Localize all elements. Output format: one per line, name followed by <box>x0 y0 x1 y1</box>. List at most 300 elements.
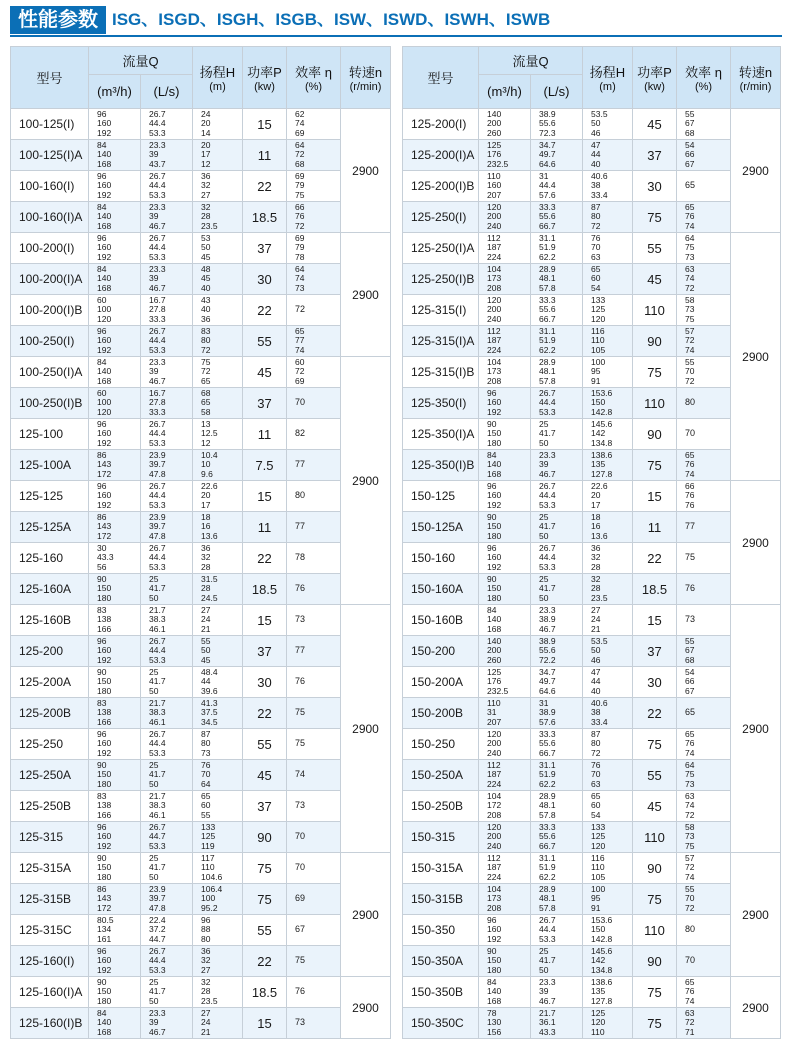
flow-ls-cell: 23.3 39 46.7 <box>141 357 193 388</box>
flow-m3h-cell: 96 160 192 <box>89 636 141 667</box>
efficiency-cell: 82 <box>287 419 341 450</box>
head-cell: 31.5 28 24.5 <box>193 574 243 605</box>
model-cell: 125-250B <box>11 791 89 822</box>
power-cell: 75 <box>633 450 677 481</box>
power-cell: 55 <box>633 233 677 264</box>
efficiency-cell: 67 <box>287 915 341 946</box>
power-cell: 110 <box>633 915 677 946</box>
flow-m3h-cell: 84 140 168 <box>89 264 141 295</box>
flow-ls-cell: 16.7 27.8 33.3 <box>141 388 193 419</box>
table-row <box>403 605 781 636</box>
flow-m3h-cell: 90 150 180 <box>89 853 141 884</box>
speed-cell: 2900 <box>731 853 781 977</box>
model-cell: 100-250(I) <box>11 326 89 357</box>
model-cell: 150-315A <box>403 853 479 884</box>
power-cell: 90 <box>633 853 677 884</box>
header-power: 功率P (kw) <box>633 47 677 109</box>
header-efficiency: 效率 η (%) <box>287 47 341 109</box>
flow-m3h-cell: 125 176 232.5 <box>479 667 531 698</box>
table-row <box>11 1008 391 1039</box>
model-cell: 125-160(I) <box>11 946 89 977</box>
efficiency-cell: 74 <box>287 760 341 791</box>
model-cell: 100-200(I)A <box>11 264 89 295</box>
model-cell: 150-315 <box>403 822 479 853</box>
flow-m3h-cell: 104 173 208 <box>479 264 531 295</box>
flow-m3h-cell: 84 140 168 <box>89 357 141 388</box>
power-cell: 22 <box>243 698 287 729</box>
head-cell: 106.4 100 95.2 <box>193 884 243 915</box>
head-cell: 65 60 54 <box>583 264 633 295</box>
speed-cell: 2900 <box>341 977 391 1039</box>
power-cell: 11 <box>243 512 287 543</box>
table-row <box>11 729 391 760</box>
efficiency-cell: 64 75 73 <box>677 760 731 791</box>
table-row <box>11 946 391 977</box>
table-row <box>11 667 391 698</box>
flow-m3h-cell: 84 140 168 <box>479 450 531 481</box>
efficiency-cell: 55 67 68 <box>677 636 731 667</box>
title-underline <box>10 35 782 37</box>
table-row <box>11 543 391 574</box>
head-cell: 47 44 40 <box>583 667 633 698</box>
model-series-list: ISG、ISGD、ISGH、ISGB、ISW、ISWD、ISWH、ISWB <box>112 10 551 29</box>
power-cell: 75 <box>633 729 677 760</box>
model-cell: 125-315A <box>11 853 89 884</box>
table-row <box>403 667 781 698</box>
table-row <box>403 884 781 915</box>
power-cell: 30 <box>243 667 287 698</box>
table-row <box>403 636 781 667</box>
flow-ls-cell: 21.7 38.3 46.1 <box>141 605 193 636</box>
table-row <box>403 233 781 264</box>
head-cell: 13 12.5 12 <box>193 419 243 450</box>
power-cell: 110 <box>633 822 677 853</box>
speed-cell: 2900 <box>731 977 781 1039</box>
head-cell: 87 80 72 <box>583 202 633 233</box>
speed-cell: 2900 <box>731 233 781 481</box>
flow-m3h-cell: 96 160 192 <box>89 822 141 853</box>
table-row <box>403 946 781 977</box>
power-cell: 11 <box>243 140 287 171</box>
model-cell: 125-315(I)A <box>403 326 479 357</box>
power-cell: 15 <box>633 481 677 512</box>
power-cell: 11 <box>633 512 677 543</box>
header-speed: 转速n (r/min) <box>731 47 781 109</box>
flow-m3h-cell: 84 140 168 <box>479 605 531 636</box>
table-row <box>403 760 781 791</box>
efficiency-cell: 77 <box>287 636 341 667</box>
head-cell: 76 70 63 <box>583 233 633 264</box>
power-cell: 75 <box>633 357 677 388</box>
flow-m3h-cell: 140 200 260 <box>479 109 531 140</box>
model-cell: 125-350(I) <box>403 388 479 419</box>
head-cell: 87 80 73 <box>193 729 243 760</box>
model-cell: 125-315C <box>11 915 89 946</box>
model-cell: 125-125 <box>11 481 89 512</box>
efficiency-cell: 62 74 69 <box>287 109 341 140</box>
flow-m3h-cell: 86 143 172 <box>89 450 141 481</box>
flow-m3h-cell: 96 160 192 <box>89 481 141 512</box>
head-cell: 47 44 40 <box>583 140 633 171</box>
flow-ls-cell: 31.1 51.9 62.2 <box>531 233 583 264</box>
flow-m3h-cell: 60 100 120 <box>89 295 141 326</box>
power-cell: 22 <box>633 543 677 574</box>
flow-m3h-cell: 96 160 192 <box>479 915 531 946</box>
model-cell: 125-200A <box>11 667 89 698</box>
flow-ls-cell: 26.7 44.4 53.3 <box>141 481 193 512</box>
head-cell: 27 24 21 <box>193 1008 243 1039</box>
table-row <box>403 357 781 388</box>
model-cell: 100-200(I)B <box>11 295 89 326</box>
table-row <box>11 202 391 233</box>
table-row <box>403 419 781 450</box>
power-cell: 75 <box>633 977 677 1008</box>
flow-m3h-cell: 104 173 208 <box>479 884 531 915</box>
model-cell: 125-160(I)B <box>11 1008 89 1039</box>
head-cell: 53 50 45 <box>193 233 243 264</box>
flow-ls-cell: 23.3 39 46.7 <box>531 450 583 481</box>
table-row <box>11 233 391 264</box>
performance-table-left <box>10 46 391 1039</box>
flow-ls-cell: 26.7 44.4 53.3 <box>141 636 193 667</box>
model-cell: 150-250B <box>403 791 479 822</box>
efficiency-cell: 76 <box>677 574 731 605</box>
table-row <box>11 264 391 295</box>
flow-ls-cell: 31 38.9 57.6 <box>531 698 583 729</box>
head-cell: 40.6 38 33.4 <box>583 698 633 729</box>
flow-ls-cell: 23.3 39 43.7 <box>141 140 193 171</box>
power-cell: 45 <box>633 109 677 140</box>
power-cell: 110 <box>633 388 677 419</box>
table-row <box>11 109 391 140</box>
efficiency-cell: 75 <box>677 543 731 574</box>
speed-cell: 2900 <box>341 853 391 977</box>
flow-ls-cell: 25 41.7 50 <box>531 574 583 605</box>
flow-ls-cell: 25 41.7 50 <box>141 853 193 884</box>
head-cell: 145.6 142 134.8 <box>583 419 633 450</box>
flow-ls-cell: 34.7 49.7 64.6 <box>531 140 583 171</box>
flow-ls-cell: 25 41.7 50 <box>531 419 583 450</box>
table-row <box>11 481 391 512</box>
model-cell: 125-125A <box>11 512 89 543</box>
efficiency-cell: 78 <box>287 543 341 574</box>
model-cell: 100-250(I)B <box>11 388 89 419</box>
model-cell: 100-160(I) <box>11 171 89 202</box>
flow-ls-cell: 26.7 44.7 53.3 <box>141 822 193 853</box>
table-row <box>403 140 781 171</box>
table-row <box>11 357 391 388</box>
flow-ls-cell: 25 41.7 50 <box>141 574 193 605</box>
power-cell: 22 <box>633 698 677 729</box>
flow-m3h-cell: 84 140 168 <box>89 140 141 171</box>
flow-ls-cell: 23.3 39 46.7 <box>141 264 193 295</box>
flow-ls-cell: 28.9 48.1 57.8 <box>531 791 583 822</box>
head-cell: 133 125 119 <box>193 822 243 853</box>
efficiency-cell: 63 74 72 <box>677 791 731 822</box>
flow-ls-cell: 16.7 27.8 33.3 <box>141 295 193 326</box>
power-cell: 45 <box>243 357 287 388</box>
power-cell: 75 <box>633 1008 677 1039</box>
head-cell: 83 80 72 <box>193 326 243 357</box>
power-cell: 15 <box>243 109 287 140</box>
model-cell: 125-200(I)B <box>403 171 479 202</box>
head-cell: 153.6 150 142.8 <box>583 915 633 946</box>
flow-m3h-cell: 84 140 168 <box>89 202 141 233</box>
head-cell: 116 110 105 <box>583 326 633 357</box>
flow-ls-cell: 21.7 38.3 46.1 <box>141 791 193 822</box>
power-cell: 37 <box>243 388 287 419</box>
table-row <box>403 171 781 202</box>
head-cell: 53.5 50 46 <box>583 109 633 140</box>
table-row <box>403 543 781 574</box>
head-cell: 76 70 64 <box>193 760 243 791</box>
table-row <box>11 140 391 171</box>
power-cell: 22 <box>243 946 287 977</box>
flow-m3h-cell: 90 150 180 <box>89 574 141 605</box>
efficiency-cell: 72 <box>287 295 341 326</box>
model-cell: 100-125(I) <box>11 109 89 140</box>
efficiency-cell: 76 <box>287 574 341 605</box>
power-cell: 55 <box>633 760 677 791</box>
efficiency-cell: 73 <box>287 791 341 822</box>
power-cell: 22 <box>243 171 287 202</box>
model-cell: 125-160B <box>11 605 89 636</box>
model-cell: 125-160A <box>11 574 89 605</box>
section-title: 性能参数 <box>10 6 106 34</box>
efficiency-cell: 73 <box>677 605 731 636</box>
table-row <box>403 450 781 481</box>
flow-m3h-cell: 120 200 240 <box>479 295 531 326</box>
efficiency-cell: 70 <box>287 822 341 853</box>
speed-cell: 2900 <box>731 109 781 233</box>
model-cell: 125-315(I)B <box>403 357 479 388</box>
model-cell: 125-160 <box>11 543 89 574</box>
head-cell: 22.6 20 17 <box>583 481 633 512</box>
flow-ls-cell: 25 41.7 50 <box>141 977 193 1008</box>
power-cell: 55 <box>243 915 287 946</box>
efficiency-cell: 69 <box>287 884 341 915</box>
flow-m3h-cell: 86 143 172 <box>89 884 141 915</box>
model-cell: 150-125 <box>403 481 479 512</box>
power-cell: 18.5 <box>243 977 287 1008</box>
speed-cell: 2900 <box>731 605 781 853</box>
table-row <box>403 326 781 357</box>
efficiency-cell: 63 72 71 <box>677 1008 731 1039</box>
flow-m3h-cell: 86 143 172 <box>89 512 141 543</box>
model-cell: 150-160B <box>403 605 479 636</box>
table-row <box>403 698 781 729</box>
model-cell: 100-125(I)A <box>11 140 89 171</box>
flow-ls-cell: 26.7 44.4 53.3 <box>531 543 583 574</box>
table-row <box>11 388 391 419</box>
power-cell: 22 <box>243 295 287 326</box>
flow-ls-cell: 21.7 38.3 46.1 <box>141 698 193 729</box>
efficiency-cell: 70 <box>677 419 731 450</box>
flow-m3h-cell: 120 200 240 <box>479 822 531 853</box>
flow-m3h-cell: 83 138 166 <box>89 791 141 822</box>
flow-m3h-cell: 90 150 180 <box>479 946 531 977</box>
power-cell: 37 <box>633 636 677 667</box>
table-row <box>403 202 781 233</box>
efficiency-cell: 77 <box>677 512 731 543</box>
power-cell: 18.5 <box>633 574 677 605</box>
head-cell: 87 80 72 <box>583 729 633 760</box>
head-cell: 27 24 21 <box>193 605 243 636</box>
flow-ls-cell: 26.7 44.4 53.3 <box>141 109 193 140</box>
head-cell: 32 28 23.5 <box>193 977 243 1008</box>
efficiency-cell: 57 72 74 <box>677 326 731 357</box>
flow-ls-cell: 23.9 39.7 47.8 <box>141 450 193 481</box>
efficiency-cell: 63 74 72 <box>677 264 731 295</box>
head-cell: 36 32 28 <box>193 543 243 574</box>
efficiency-cell: 69 79 78 <box>287 233 341 264</box>
power-cell: 15 <box>243 1008 287 1039</box>
table-row <box>11 636 391 667</box>
model-cell: 150-350B <box>403 977 479 1008</box>
efficiency-cell: 73 <box>287 1008 341 1039</box>
table-row <box>11 915 391 946</box>
head-cell: 133 125 120 <box>583 822 633 853</box>
efficiency-cell: 65 76 74 <box>677 202 731 233</box>
power-cell: 11 <box>243 419 287 450</box>
header-model: 型号 <box>11 47 89 109</box>
table-row <box>11 698 391 729</box>
efficiency-cell: 76 <box>287 667 341 698</box>
model-cell: 125-315B <box>11 884 89 915</box>
power-cell: 55 <box>243 729 287 760</box>
flow-m3h-cell: 96 160 192 <box>89 233 141 264</box>
flow-m3h-cell: 125 176 232.5 <box>479 140 531 171</box>
flow-m3h-cell: 90 150 180 <box>89 977 141 1008</box>
power-cell: 45 <box>633 791 677 822</box>
efficiency-cell: 57 72 74 <box>677 853 731 884</box>
efficiency-cell: 77 <box>287 512 341 543</box>
model-cell: 125-250(I)B <box>403 264 479 295</box>
power-cell: 110 <box>633 295 677 326</box>
table-row <box>403 295 781 326</box>
head-cell: 125 120 110 <box>583 1008 633 1039</box>
flow-m3h-cell: 83 138 166 <box>89 698 141 729</box>
efficiency-cell: 54 66 67 <box>677 140 731 171</box>
speed-cell: 2900 <box>341 357 391 605</box>
table-row <box>403 388 781 419</box>
table-row <box>11 295 391 326</box>
head-cell: 48.4 44 39.6 <box>193 667 243 698</box>
efficiency-cell: 80 <box>677 915 731 946</box>
flow-ls-cell: 26.7 44.4 53.3 <box>531 481 583 512</box>
table-row <box>403 853 781 884</box>
head-cell: 55 50 45 <box>193 636 243 667</box>
power-cell: 37 <box>243 636 287 667</box>
table-row <box>403 1008 781 1039</box>
head-cell: 36 32 27 <box>193 946 243 977</box>
head-cell: 32 28 23.5 <box>193 202 243 233</box>
flow-m3h-cell: 96 160 192 <box>89 326 141 357</box>
flow-m3h-cell: 83 138 166 <box>89 605 141 636</box>
model-cell: 125-250 <box>11 729 89 760</box>
flow-m3h-cell: 90 150 180 <box>89 760 141 791</box>
table-row <box>403 512 781 543</box>
flow-m3h-cell: 96 160 192 <box>479 481 531 512</box>
head-cell: 48 45 40 <box>193 264 243 295</box>
header-flow-m3h: (m³/h) <box>89 75 141 109</box>
efficiency-cell: 65 76 74 <box>677 450 731 481</box>
flow-m3h-cell: 104 172 208 <box>479 791 531 822</box>
flow-m3h-cell: 90 150 180 <box>89 667 141 698</box>
model-cell: 125-200(I) <box>403 109 479 140</box>
flow-ls-cell: 25 41.7 50 <box>531 946 583 977</box>
flow-ls-cell: 38.9 55.6 72.3 <box>531 109 583 140</box>
flow-ls-cell: 23.9 39.7 47.8 <box>141 512 193 543</box>
model-cell: 100-200(I) <box>11 233 89 264</box>
flow-m3h-cell: 112 187 224 <box>479 233 531 264</box>
efficiency-cell: 69 79 75 <box>287 171 341 202</box>
flow-m3h-cell: 78 130 156 <box>479 1008 531 1039</box>
flow-m3h-cell: 110 160 207 <box>479 171 531 202</box>
efficiency-cell: 80 <box>287 481 341 512</box>
flow-m3h-cell: 90 150 180 <box>479 419 531 450</box>
flow-m3h-cell: 96 160 192 <box>89 729 141 760</box>
flow-m3h-cell: 96 160 192 <box>479 543 531 574</box>
head-cell: 153.6 150 142.8 <box>583 388 633 419</box>
power-cell: 90 <box>633 326 677 357</box>
flow-ls-cell: 26.7 44.4 53.3 <box>531 915 583 946</box>
table-row <box>11 326 391 357</box>
head-cell: 18 16 13.6 <box>583 512 633 543</box>
efficiency-cell: 65 76 74 <box>677 729 731 760</box>
table-row <box>403 109 781 140</box>
table-row <box>11 574 391 605</box>
flow-ls-cell: 26.7 44.4 53.3 <box>141 946 193 977</box>
table-row <box>11 791 391 822</box>
table-row <box>11 884 391 915</box>
flow-m3h-cell: 140 200 260 <box>479 636 531 667</box>
table-row <box>11 450 391 481</box>
flow-ls-cell: 21.7 36.1 43.3 <box>531 1008 583 1039</box>
model-cell: 150-350C <box>403 1008 479 1039</box>
flow-ls-cell: 33.3 55.6 66.7 <box>531 729 583 760</box>
model-cell: 125-350(I)A <box>403 419 479 450</box>
flow-ls-cell: 38.9 55.6 72.2 <box>531 636 583 667</box>
efficiency-cell: 80 <box>677 388 731 419</box>
header-model: 型号 <box>403 47 479 109</box>
flow-ls-cell: 23.3 38.9 46.7 <box>531 605 583 636</box>
head-cell: 43 40 36 <box>193 295 243 326</box>
flow-ls-cell: 23.3 39 46.7 <box>531 977 583 1008</box>
head-cell: 68 65 58 <box>193 388 243 419</box>
power-cell: 75 <box>633 884 677 915</box>
header-flow: 流量Q <box>89 47 193 75</box>
model-cell: 100-250(I)A <box>11 357 89 388</box>
power-cell: 15 <box>633 605 677 636</box>
model-cell: 125-350(I)B <box>403 450 479 481</box>
model-cell: 150-200 <box>403 636 479 667</box>
model-cell: 150-350 <box>403 915 479 946</box>
model-cell: 150-250A <box>403 760 479 791</box>
header-speed: 转速n (r/min) <box>341 47 391 109</box>
power-cell: 90 <box>633 419 677 450</box>
power-cell: 30 <box>633 171 677 202</box>
efficiency-cell: 77 <box>287 450 341 481</box>
flow-m3h-cell: 112 187 224 <box>479 326 531 357</box>
speed-cell: 2900 <box>341 605 391 853</box>
header-head: 扬程H (m) <box>583 47 633 109</box>
head-cell: 133 125 120 <box>583 295 633 326</box>
efficiency-cell: 70 <box>677 946 731 977</box>
flow-m3h-cell: 30 43.3 56 <box>89 543 141 574</box>
model-cell: 125-250A <box>11 760 89 791</box>
flow-ls-cell: 26.7 44.4 53.3 <box>141 171 193 202</box>
